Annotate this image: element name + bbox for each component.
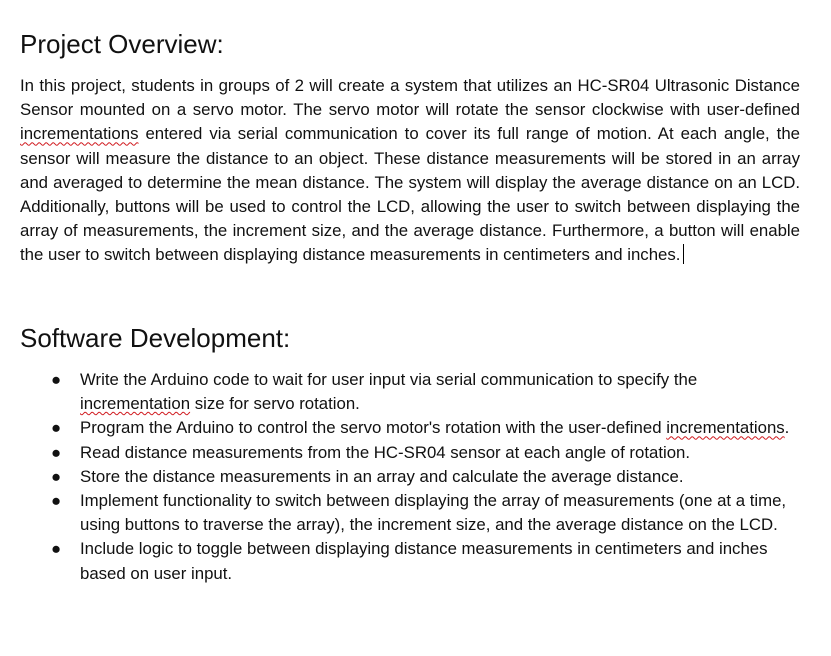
bullet-icon: ●	[51, 466, 62, 486]
list-item	[20, 416, 800, 440]
text-cursor	[683, 244, 684, 264]
software-development-heading: Software Development:	[20, 323, 291, 353]
bullet-icon: ●	[51, 370, 62, 389]
spellcheck-underlined-word[interactable]: incrementation	[80, 394, 191, 414]
overview-text-part2: entered via serial communication to cover its full range of motion. At each angle, the sensor will measure the distance to an object. These distance measurements will be stored in an array and averaged to determine the mean distance. The system will display the average distance on an LCD. Additionally, buttons will be used to control the LCD, allowing the user to switch between displaying the array of measurements, the increment size, and the average distance. Furthermore, a button will enable the user to switch between displaying distance measurements in centimeters and inches.	[20, 124, 800, 265]
bullet-icon: ●	[51, 491, 62, 511]
list-item-text: Store the distance measurements in an array and calculate the average distance.	[80, 466, 684, 486]
list-item-text: size for servo rotation.	[190, 394, 360, 414]
list-item	[20, 537, 800, 585]
list-item-text: Include logic to toggle between displaying distance measurements in centimeters and inches based on user input.	[80, 539, 768, 583]
list-item	[20, 489, 800, 537]
spellcheck-underlined-word[interactable]: incrementations	[20, 124, 139, 144]
spellcheck-underlined-word[interactable]: incrementations	[666, 418, 785, 438]
list-item	[20, 465, 800, 489]
project-overview-paragraph[interactable]	[20, 74, 800, 268]
software-development-list	[20, 368, 800, 586]
bullet-icon: ●	[51, 539, 62, 559]
list-item-text: .	[784, 418, 790, 438]
bullet-icon: ●	[51, 418, 62, 438]
list-item-text: Program the Arduino to control the servo motor's rotation with the user-defined	[80, 418, 667, 438]
list-item	[20, 441, 800, 465]
list-item-text: Write the Arduino code to wait for user input via serial communication to specify the	[80, 370, 698, 389]
list-item	[20, 368, 800, 416]
list-item-text: Implement functionality to switch between displaying the array of measurements (one at a time, using buttons to traverse the array), the increment size, and the average distance on the LCD.	[80, 491, 787, 535]
bullet-icon: ●	[51, 442, 62, 462]
project-overview-heading: Project Overview:	[20, 29, 224, 59]
list-item-text: Read distance measurements from the HC-SR04 sensor at each angle of rotation.	[80, 442, 691, 462]
overview-text-part1: In this project, students in groups of 2 will create a system that utilizes an HC-SR04 Ultrasonic Distance Sensor mounted on a servo motor. The servo motor will rotate the sensor clockwise with user-defined	[20, 76, 800, 120]
